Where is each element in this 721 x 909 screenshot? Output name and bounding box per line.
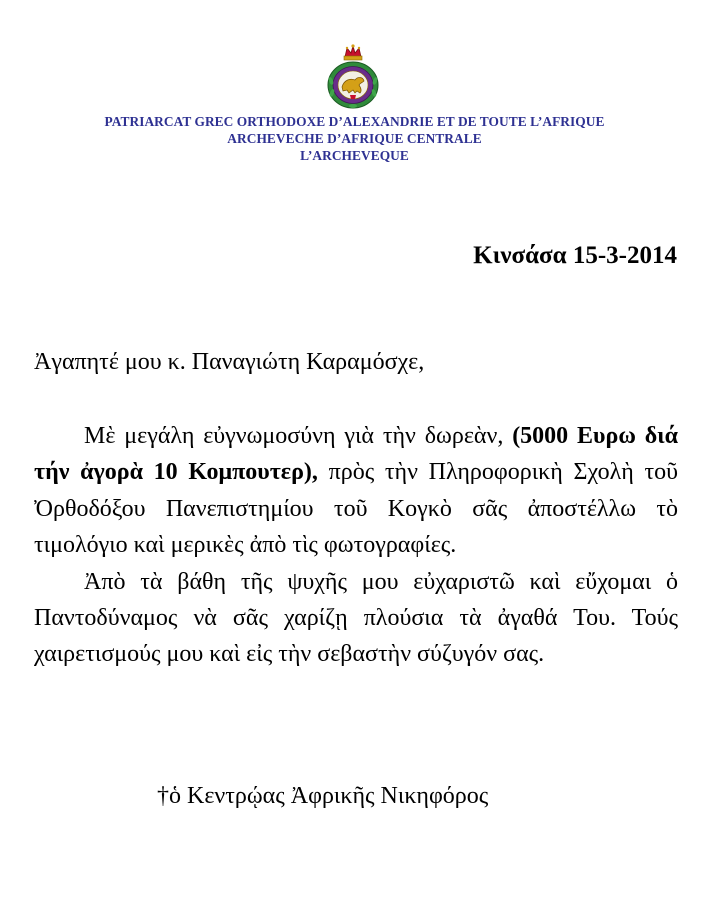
donation-amount: (5000 Ευρω διά τήν ἀγορὰ 10 Κομπουτερ), — [34, 423, 679, 486]
letter-date: Κινσάσα 15-3-2014 — [473, 242, 677, 269]
letterhead-line-patriarchate: PATRIARCAT GREC ORTHODOXE D’ALEXANDRIE ET DE TOUTE L’AFRIQUE — [104, 114, 605, 129]
paragraph1-opening: Μὲ μεγάλη εὐγνωμοσύνη γιὰ τὴν δωρεὰν, — [84, 423, 504, 449]
paragraph-thanks-donation — [34, 418, 678, 564]
letterhead — [0, 113, 709, 164]
paragraph1-rest: πρὸς τὴν Πληροφορικὴ Σχολὴ τοῦ Ὀρθοδόξου Πανεπιστημίου τοῦ Κογκὸ σᾶς ἀποστέλλω τὸ τιμολόγιο καὶ μερικὲς ἀπὸ τὶς φωτογραφίες. — [34, 459, 678, 559]
salutation: Ἀγαπητέ μου κ. Παναγιώτη Καραμόσχε, — [34, 349, 425, 375]
signature-line: †ὁ Κεντρῴας Ἀφρικῆς Νικηφόρος — [157, 783, 489, 809]
patriarchate-crest-icon — [322, 43, 384, 111]
paragraph-blessing: Ἀπὸ τὰ βάθη τῆς ψυχῆς μου εὐχαριστῶ καὶ εὔχομαι ὁ Παντοδύναμος νὰ σᾶς χαρίζῃ πλούσια τὰ ἀγαθά Του. Τούς χαιρετισμούς μου καὶ εἰς τὴν σεβαστὴν σύζυγόν σας. — [34, 568, 678, 668]
letterhead-line-archdiocese: ARCHEVECHE D’AFRIQUE CENTRALE — [227, 131, 482, 146]
letter-body — [34, 418, 678, 673]
letterhead-line-archbishop: L’ARCHEVEQUE — [300, 148, 409, 163]
